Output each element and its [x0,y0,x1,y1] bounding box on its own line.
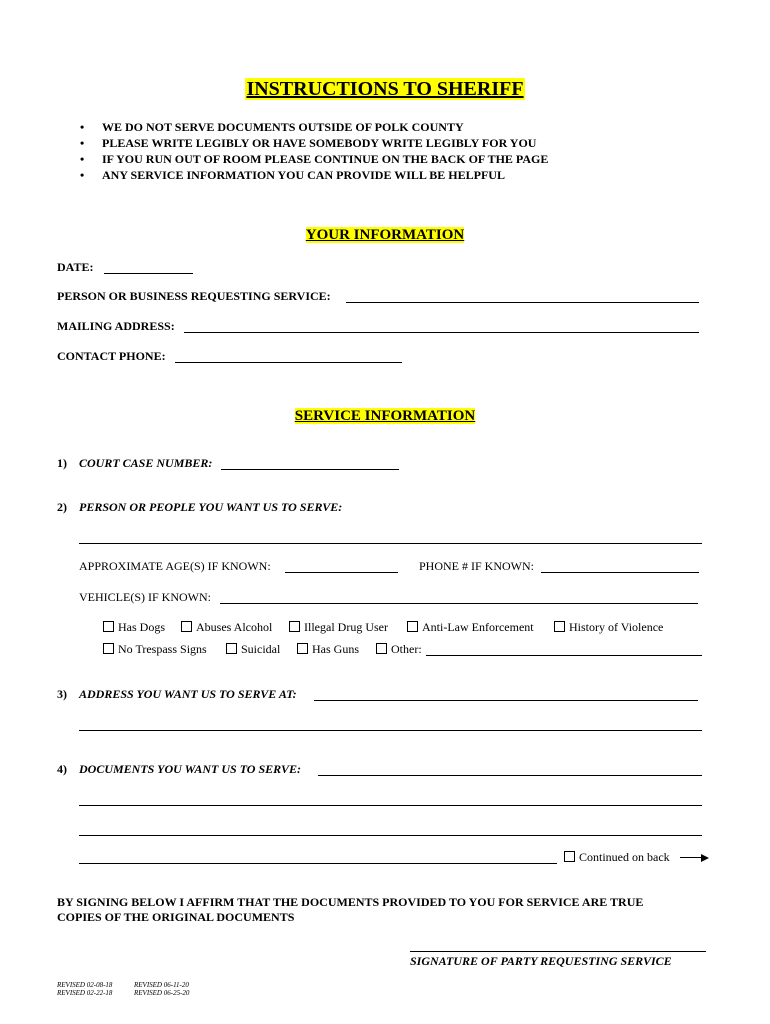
checkbox-label: Abuses Alcohol [196,620,273,634]
people-to-serve-text: PERSON OR PEOPLE YOU WANT US TO SERVE [79,500,339,514]
checkbox-label: Anti-Law Enforcement [422,620,534,634]
colon: : [292,687,297,701]
approximate-age-label: APPROXIMATE AGE(S) IF KNOWN: [79,559,271,573]
signature-label: SIGNATURE OF PARTY REQUESTING SERVICE [410,954,672,968]
phone-if-known-label: PHONE # IF KNOWN: [419,559,534,573]
phone-if-known-field[interactable] [541,572,699,573]
checkbox-box[interactable] [289,621,300,632]
service-address-field-2[interactable] [79,730,702,731]
instruction-item: • WE DO NOT SERVE DOCUMENTS OUTSIDE OF POLK COUNTY [80,119,548,135]
checkbox-other[interactable] [376,642,422,657]
documents-field-2[interactable] [79,805,702,806]
instruction-item: • ANY SERVICE INFORMATION YOU CAN PROVIDE WILL BE HELPFUL [80,167,548,183]
service-address-text: ADDRESS YOU WANT US TO SERVE AT [79,687,293,701]
checkbox-box[interactable] [226,643,237,654]
mailing-address-field[interactable] [184,332,699,333]
checkbox-box[interactable] [103,643,114,654]
vehicle-label: VEHICLE(S) IF KNOWN: [79,590,211,604]
service-information-heading [0,408,770,425]
contact-phone-field[interactable] [175,362,402,363]
service-address-field[interactable] [314,700,698,701]
q3-number: 3) [57,687,67,701]
checkbox-label: Continued on back [579,850,670,864]
checkbox-box[interactable] [103,621,114,632]
checkbox-label: Has Dogs [118,620,165,634]
date-field[interactable] [104,273,193,274]
signature-field[interactable] [410,951,706,952]
q4-number: 4) [57,762,67,776]
checkbox-abuses-alcohol[interactable] [181,620,272,635]
checkbox-illegal-drug-user[interactable] [289,620,388,635]
arrow-right-icon [680,857,703,858]
page-title [0,78,770,101]
instruction-list [80,119,548,183]
court-case-number-field[interactable] [221,469,399,470]
service-address-label [79,687,297,702]
other-field[interactable] [426,655,702,656]
people-to-serve-label [79,500,342,515]
colon: : [338,500,343,514]
documents-label [79,762,301,777]
date-label: DATE: [57,260,94,274]
checkbox-label: Illegal Drug User [304,620,388,634]
requester-label: PERSON OR BUSINESS REQUESTING SERVICE: [57,289,331,303]
documents-field-4[interactable] [79,863,557,864]
your-information-heading [0,227,770,244]
revision-date: REVISED 06-11-20 [134,981,189,989]
documents-text: DOCUMENTS YOU WANT US TO SERVE [79,762,297,776]
checkbox-label: Other: [391,642,422,656]
requester-field[interactable] [346,302,699,303]
q2-number: 2) [57,500,67,514]
mailing-address-label: MAILING ADDRESS: [57,319,175,333]
instruction-item: • IF YOU RUN OUT OF ROOM PLEASE CONTINUE ON THE BACK OF THE PAGE [80,151,548,167]
court-case-number-label [79,456,212,471]
approximate-age-field[interactable] [285,572,398,573]
checkbox-box[interactable] [376,643,387,654]
service-information-heading-text: SERVICE INFORMATION [294,408,476,424]
checkbox-label: Has Guns [312,642,359,656]
people-to-serve-field[interactable] [79,543,702,544]
checkbox-anti-law-enforcement[interactable] [407,620,534,635]
checkbox-no-trespass-signs[interactable] [103,642,207,657]
title-text: INSTRUCTIONS TO SHERIFF [246,78,524,100]
instruction-item: • PLEASE WRITE LEGIBLY OR HAVE SOMEBODY WRITE LEGIBLY FOR YOU [80,135,548,151]
revision-date: REVISED 06-25-20 [134,989,190,997]
checkbox-box[interactable] [554,621,565,632]
checkbox-has-guns[interactable] [297,642,359,657]
affirmation-line-1: BY SIGNING BELOW I AFFIRM THAT THE DOCUMENTS PROVIDED TO YOU FOR SERVICE ARE TRUE [57,895,644,909]
documents-field[interactable] [318,775,702,776]
arrow-head-icon [701,854,709,862]
revision-date: REVISED 02-22-18 [57,989,113,997]
checkbox-label: No Trespass Signs [118,642,207,656]
checkbox-label: History of Violence [569,620,664,634]
colon: : [208,456,213,470]
checkbox-box[interactable] [181,621,192,632]
checkbox-box[interactable] [564,851,575,862]
revision-date: REVISED 02-08-18 [57,981,113,989]
documents-field-3[interactable] [79,835,702,836]
checkbox-continued-on-back[interactable] [564,850,670,865]
checkbox-history-of-violence[interactable] [554,620,663,635]
contact-phone-label: CONTACT PHONE: [57,349,166,363]
affirmation-line-2: COPIES OF THE ORIGINAL DOCUMENTS [57,910,295,924]
checkbox-has-dogs[interactable] [103,620,165,635]
checkbox-label: Suicidal [241,642,281,656]
q1-number: 1) [57,456,67,470]
court-case-number-text: COURT CASE NUMBER [79,456,209,470]
checkbox-suicidal[interactable] [226,642,280,657]
colon: : [296,762,301,776]
vehicle-field[interactable] [220,603,698,604]
your-information-heading-text: YOUR INFORMATION [305,227,465,243]
checkbox-box[interactable] [407,621,418,632]
checkbox-box[interactable] [297,643,308,654]
